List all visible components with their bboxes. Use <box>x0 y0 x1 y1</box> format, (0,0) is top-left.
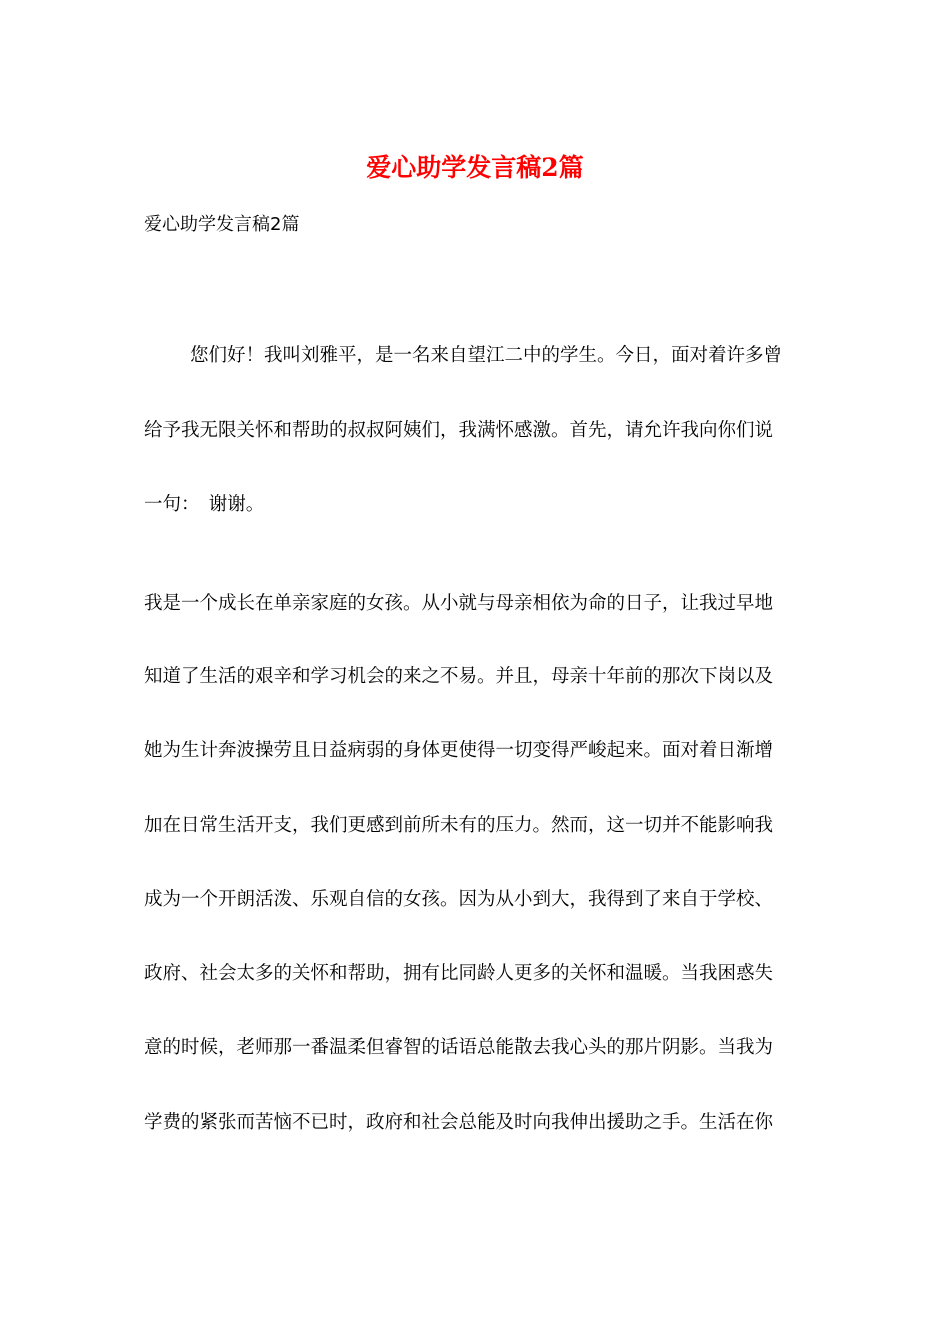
paragraph-2-line-2: 知道了生活的艰辛和学习机会的来之不易。并且，母亲十年前的那次下岗以及 <box>144 666 774 687</box>
paragraph-2-line-7: 意的时候，老师那一番温柔但睿智的话语总能散去我心头的那片阴影。当我为 <box>144 1037 774 1058</box>
paragraph-2-line-8: 学费的紧张而苦恼不已时，政府和社会总能及时向我伸出援助之手。生活在你 <box>144 1112 774 1133</box>
document-subtitle: 爱心助学发言稿2篇 <box>144 214 300 235</box>
paragraph-1-line-1: 您们好！我叫刘雅平，是一名来自望江二中的学生。今日，面对着许多曾 <box>190 345 783 366</box>
paragraph-1-line-3: 一句： 谢谢。 <box>144 494 265 515</box>
paragraph-2-line-3: 她为生计奔波操劳且日益病弱的身体更使得一切变得严峻起来。面对着日渐增 <box>144 740 774 761</box>
paragraph-2-line-4: 加在日常生活开支，我们更感到前所未有的压力。然而，这一切并不能影响我 <box>144 815 774 836</box>
paragraph-2-line-6: 政府、社会太多的关怀和帮助，拥有比同龄人更多的关怀和温暖。当我困惑失 <box>144 963 774 984</box>
paragraph-2-line-5: 成为一个开朗活泼、乐观自信的女孩。因为从小到大，我得到了来自于学校、 <box>144 889 774 910</box>
paragraph-1-line-2: 给予我无限关怀和帮助的叔叔阿姨们，我满怀感激。首先，请允许我向你们说 <box>144 420 774 441</box>
document-title: 爱心助学发言稿2篇 <box>366 153 584 182</box>
paragraph-2-line-1: 我是一个成长在单亲家庭的女孩。从小就与母亲相依为命的日子，让我过早地 <box>144 593 774 614</box>
